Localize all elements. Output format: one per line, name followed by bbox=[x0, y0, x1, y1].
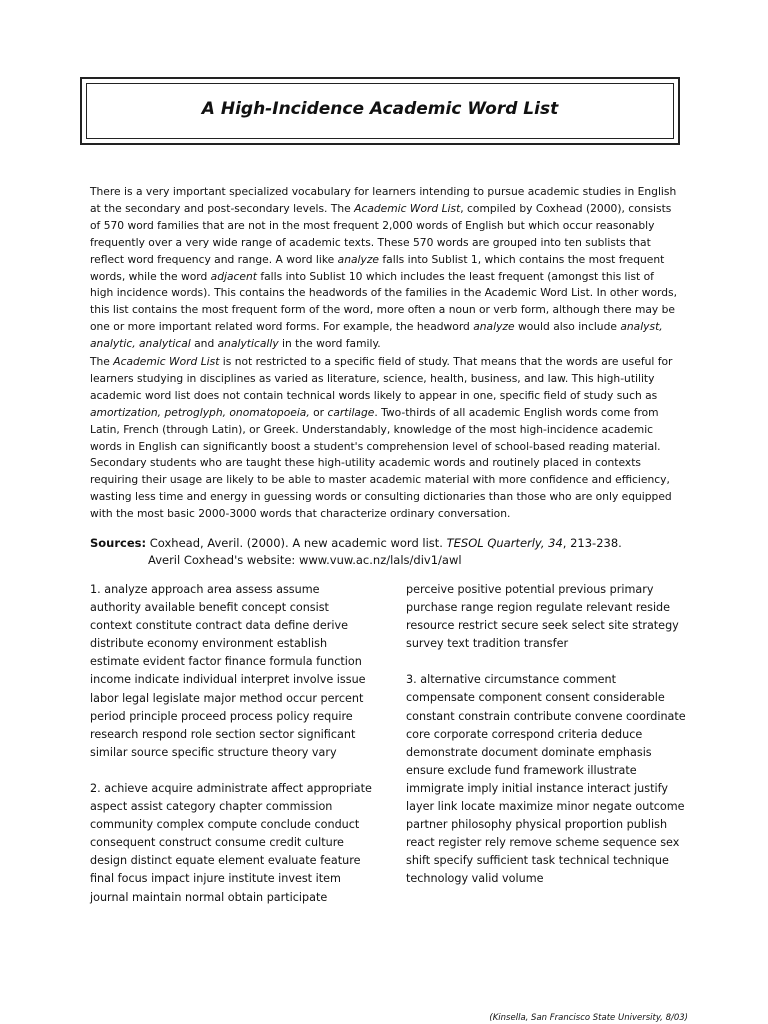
p1-text-5: would also include bbox=[514, 320, 621, 334]
p2-text-3: or bbox=[309, 405, 328, 419]
p1-text-1: There is a very important specialized vocabulary for learners intending to pursue academic studies in English at the secondary and post-secondary levels. The bbox=[90, 185, 677, 215]
p1-text-2: , compiled by Coxhead (2000), consists of 570 word families that are not in the most frequent 2,000 words of English but which occur reasonably frequently over a very wide range of academic texts. These 570 words are grouped into ten sublists that reflect word frequency and range. A word like bbox=[90, 201, 672, 266]
citation-pages: , 213-238. bbox=[562, 536, 622, 550]
p1-italic-4: analyze bbox=[473, 320, 515, 334]
p1-italic-3: adjacent bbox=[210, 269, 257, 283]
p2-text-1: The bbox=[90, 355, 114, 368]
sublist-gap bbox=[406, 653, 688, 671]
p1-text-3: falls into Sublist 1, which contains the most frequent words, while the word bbox=[90, 252, 665, 283]
footer-credit: (Kinsella, San Francisco State University, 8/03) bbox=[489, 1013, 688, 1023]
p1-text-6: and bbox=[190, 337, 218, 351]
sources-label: Sources: bbox=[90, 536, 147, 550]
p1-italic-2: analyze bbox=[337, 252, 380, 266]
p2-italic-2: amortization, petroglyph, onomatopoeia, bbox=[90, 405, 310, 419]
word-list-left-column bbox=[90, 581, 372, 907]
word-list-right-column bbox=[406, 581, 688, 889]
sources-block bbox=[90, 535, 622, 569]
p1-text-7: in the word family. bbox=[278, 337, 381, 351]
p1-text-4: falls into Sublist 10 which includes the least frequent (amongst this list of high incidence words). This contains the headwords of the families in the Academic Word List. In other words, this list contains the most frequent form of the word, more often a noun or verb form, although there may be one or more important related word forms. For example, the headword bbox=[90, 269, 678, 334]
p2-text-2: is not restricted to a specific field of study. That means that the words are useful for learners studying in disciplines as varied as literature, science, health, business, and law. This high-utility academic word list does not contain technical words likely to appear in one, specific field of study such as bbox=[90, 355, 673, 402]
p1-italic-6: analytically bbox=[217, 337, 279, 351]
intro-paragraph bbox=[90, 184, 680, 353]
title-box bbox=[80, 77, 680, 145]
sublist-2: 2. achieve acquire administrate affect appropriate aspect assist category chapter commission community complex compute conclude conduct consequent construct consume credit culture design distinct equate element evaluate feature final focus impact injure institute invest item journal maintain normal obtain participate bbox=[90, 781, 372, 904]
sublist-2-continued: perceive positive potential previous primary purchase range region regulate relevant reside resource restrict secure seek select site strategy survey text tradition transfer bbox=[406, 583, 679, 651]
p1-italic-5: analyst, analytic, analytical bbox=[90, 320, 663, 351]
sublist-3: 3. alternative circumstance comment compensate component consent considerable constant constrain contribute convene coordinate core corporate correspond criteria deduce demonstrate document dominate emphasis ensure exclude fund framework illustrate immigrate imply initial instance interact justify layer link locate maximize minor negate outcome partner philosophy physical proportion publish react register rely remove scheme sequence sex shift specify sufficient task technical technique technology valid volume bbox=[406, 673, 686, 886]
sublist-gap bbox=[90, 762, 372, 780]
p2-italic-1: Academic Word List bbox=[113, 355, 220, 368]
sources-line-1 bbox=[90, 535, 622, 552]
p2-italic-3: cartilage bbox=[327, 405, 375, 419]
website-line: Averil Coxhead's website: www.vuw.ac.nz/lals/div1/awl bbox=[148, 553, 462, 567]
citation-text: Coxhead, Averil. (2000). A new academic word list. bbox=[149, 536, 447, 550]
second-paragraph bbox=[90, 354, 680, 523]
page-title: A High-Incidence Academic Word List bbox=[201, 99, 559, 119]
sublist-1: 1. analyze approach area assess assume authority available benefit concept consist context constitute contract data define derive distribute economy environment establish estimate evident factor finance formula function income indicate individual interpret involve issue labor legal legislate major method occur percent period principle proceed process policy require research respond role section sector significant similar source specific structure theory vary bbox=[90, 583, 366, 759]
p2-text-4: . Two-thirds of all academic English words come from Latin, French (through Latin), or Greek. Understandably, knowledge of the most high-incidence academic words in English can significantly boost a student's comprehension level of school-based reading material. Secondary students who are taught these high-utility academic words and routinely placed in contexts requiring their usage are likely to be able to master academic material with more confidence and efficiency, wasting less time and energy in guessing words or consulting dictionaries than those who are only equipped with the most basic 2000-3000 words that characterize ordinary conversation. bbox=[90, 405, 672, 521]
citation-journal: TESOL Quarterly, 34 bbox=[446, 536, 563, 550]
p1-italic-1: Academic Word List bbox=[354, 201, 461, 215]
